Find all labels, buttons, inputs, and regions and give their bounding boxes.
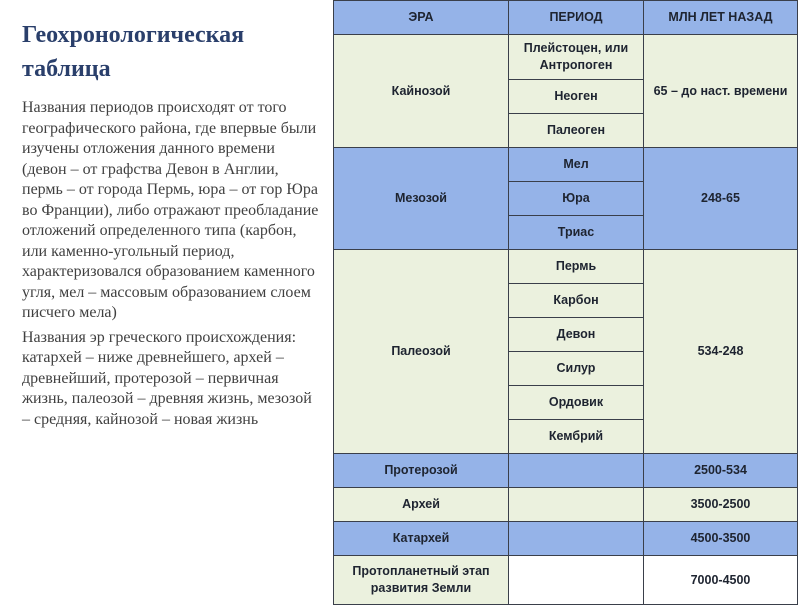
era-archean: Архей: [334, 488, 509, 522]
table-row: [334, 148, 798, 182]
period-triassic: Триас: [509, 216, 644, 250]
era-cenozoic: Кайнозой: [334, 35, 509, 148]
period-archean-empty: [509, 488, 644, 522]
mya-paleozoic: 534-248: [644, 250, 798, 454]
geochronological-table: [333, 0, 798, 605]
paragraph-era-names: Названия эр греческого происхождения: катархей – ниже древнейшего, архей – древнейший, протерозой – первичная жизнь, палеозой – древняя жизнь, мезозой – средняя, кайнозой – новая жизнь: [22, 328, 312, 428]
header-era: ЭРА: [334, 1, 509, 35]
period-pleistocene: Плейстоцен, или Антропоген: [509, 35, 644, 80]
table-row: [334, 250, 798, 284]
mya-mesozoic: 248-65: [644, 148, 798, 250]
period-permian: Пермь: [509, 250, 644, 284]
era-proterozoic: Протерозой: [334, 454, 509, 488]
mya-katarchean: 4500-3500: [644, 522, 798, 556]
header-mya: МЛН ЛЕТ НАЗАД: [644, 1, 798, 35]
era-paleozoic: Палеозой: [334, 250, 509, 454]
slide-title: Геохронологическая таблица: [22, 22, 245, 82]
mya-protoplanetary: 7000-4500: [644, 556, 798, 605]
period-silurian: Силур: [509, 352, 644, 386]
period-devonian: Девон: [509, 318, 644, 352]
table-header-row: [334, 1, 798, 35]
mya-cenozoic: 65 – до наст. времени: [644, 35, 798, 148]
period-protoplanetary-empty: [509, 556, 644, 605]
period-jurassic: Юра: [509, 182, 644, 216]
era-katarchean: Катархей: [334, 522, 509, 556]
table-row: [334, 522, 798, 556]
table-row: [334, 556, 798, 605]
mya-proterozoic: 2500-534: [644, 454, 798, 488]
era-mesozoic: Мезозой: [334, 148, 509, 250]
period-paleogene: Палеоген: [509, 114, 644, 148]
period-neogene: Неоген: [509, 80, 644, 114]
table-row: [334, 488, 798, 522]
table-row: [334, 35, 798, 80]
period-carboniferous: Карбон: [509, 284, 644, 318]
era-protoplanetary: Протопланетный этап развития Земли: [334, 556, 509, 605]
period-cambrian: Кембрий: [509, 420, 644, 454]
period-cretaceous: Мел: [509, 148, 644, 182]
paragraph-period-names: Названия периодов происходят от того географического района, где впервые были изучены отложения данного времени (девон – от графства Девон в Англии, пермь – от города Пермь, юра – от гор Юра во Франции), либо отражают преобладание отложений определенного типа (карбон, или каменно-угольный период, характеризовался образованием каменного угля, мел – массовым образованием слоем писчего мела): [22, 99, 319, 321]
period-ordovician: Ордовик: [509, 386, 644, 420]
period-katarchean-empty: [509, 522, 644, 556]
period-proterozoic-empty: [509, 454, 644, 488]
mya-archean: 3500-2500: [644, 488, 798, 522]
table-row: [334, 454, 798, 488]
body-text: [22, 98, 322, 434]
header-period: ПЕРИОД: [509, 1, 644, 35]
